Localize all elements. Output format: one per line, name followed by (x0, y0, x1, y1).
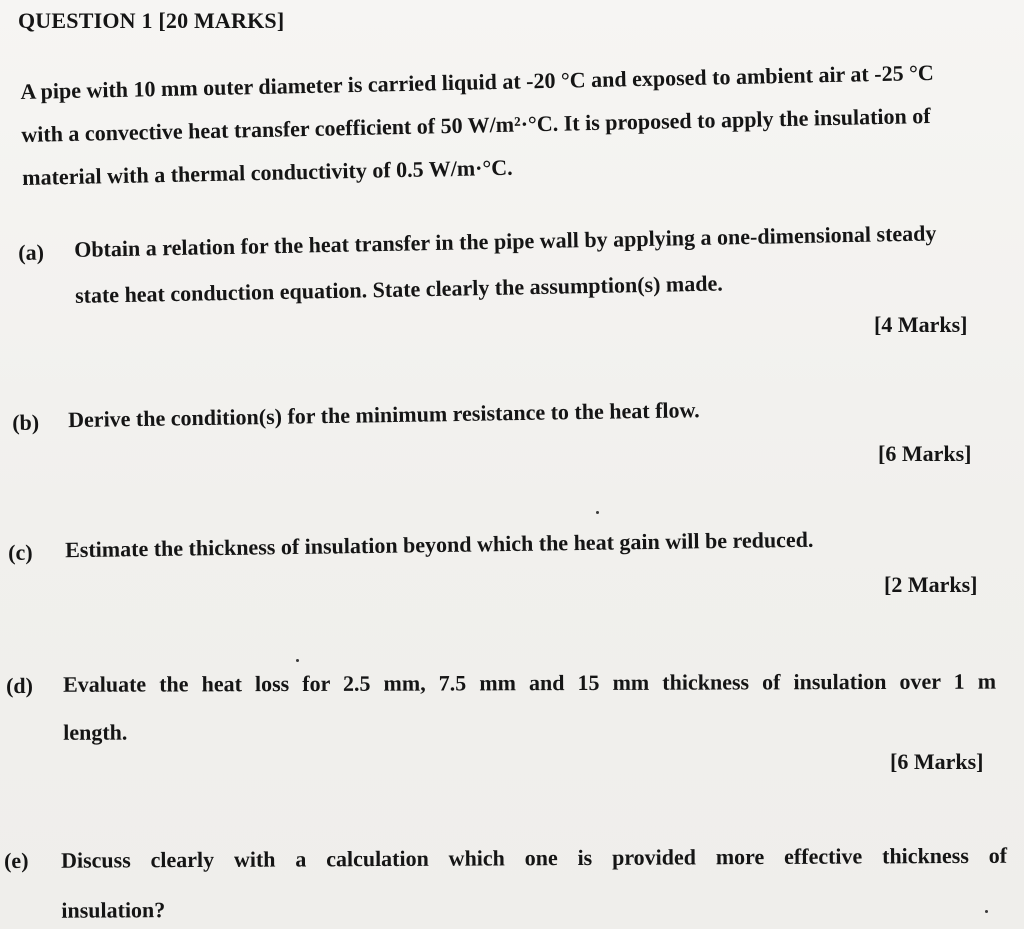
intro-line: A pipe with 10 mm outer diameter is carried liquid at -20 °C and exposed to ambient air at -25 °C (20, 59, 934, 104)
part-c-text (65, 514, 976, 573)
part-e-line: insulation? (61, 897, 166, 923)
scan-speck (985, 910, 988, 913)
part-e-line: Discuss clearly with a calculation which one is provided more effective thickness of (60, 842, 1008, 873)
part-e-label: (e) (4, 847, 29, 873)
part-a-text (74, 209, 986, 318)
part-a-line: state heat conduction equation. State clearly the assumption(s) made. (74, 270, 723, 308)
part-d-label: (d) (6, 672, 33, 698)
question-title: QUESTION 1 [20 MARKS] (18, 8, 285, 33)
part-b-marks: [6 Marks] (878, 441, 972, 466)
part-d-line: Evaluate the heat loss for 2.5 mm, 7.5 mm and 15 mm thickness of insulation over 1 m (62, 668, 997, 697)
part-a-marks: [4 Marks] (874, 312, 968, 337)
part-d-line: length. (63, 719, 128, 745)
part-c-marks: [2 Marks] (884, 572, 978, 597)
part-c-label: (c) (8, 539, 33, 565)
part-d (6, 668, 1006, 745)
part-c (8, 526, 998, 565)
scan-speck (596, 511, 599, 514)
part-a-line: Obtain a relation for the heat transfer in the pipe wall by applying a one-dimensional steady (73, 220, 937, 262)
question-intro (20, 50, 997, 199)
intro-line: material with a thermal conductivity of 0.5 W/m·°C. (21, 154, 513, 190)
part-b-text (68, 383, 979, 443)
part-c-line: Estimate the thickness of insulation beyond which the heat gain will be reduced. (64, 526, 814, 563)
part-b-label: (b) (12, 409, 40, 435)
part-e-text (61, 831, 1008, 929)
part-b (12, 394, 1002, 435)
intro-line: with a convective heat transfer coefficient of 50 W/m²·°C. It is proposed to apply the insulation of (21, 102, 931, 147)
part-a-label: (a) (18, 239, 45, 265)
part-d-marks: [6 Marks] (890, 749, 984, 774)
part-d-text (63, 658, 996, 757)
part-a (18, 220, 1008, 308)
scan-speck (296, 659, 299, 662)
part-b-line: Derive the condition(s) for the minimum resistance to the heat flow. (67, 397, 700, 433)
part-e (4, 842, 1014, 923)
